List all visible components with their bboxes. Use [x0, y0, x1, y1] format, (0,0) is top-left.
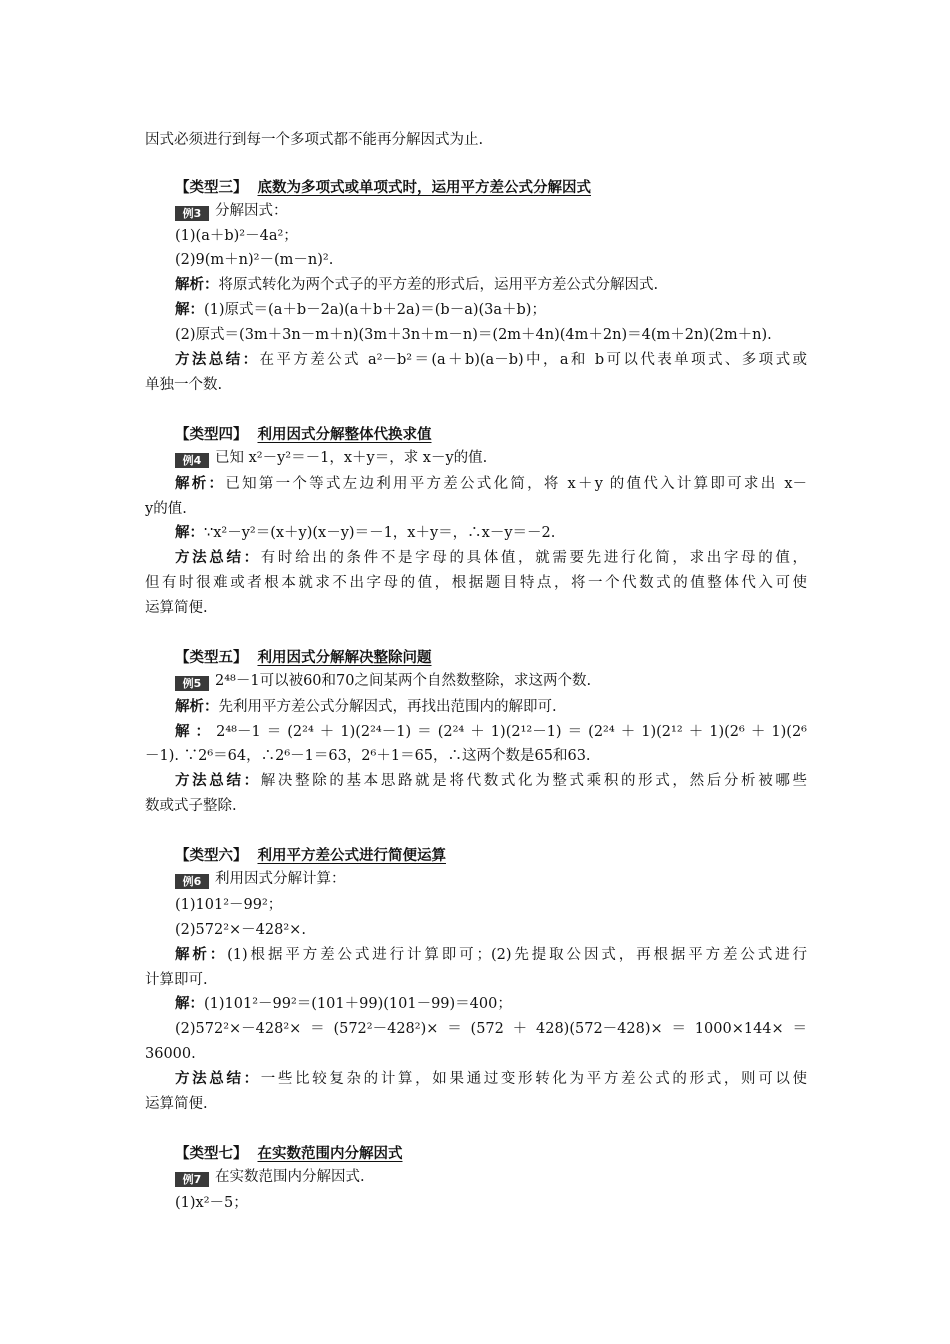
method-summary-cont: 但有时很难或者根本就求不出字母的值，根据题目特点，将一个代数式的值整体代入可使: [145, 575, 807, 591]
solution-3: 36000.: [145, 1046, 196, 1062]
section-title: 底数为多项式或单项式时，运用平方差公式分解因式: [257, 180, 591, 196]
problem-part-1: (1)101²－99²；: [175, 897, 283, 913]
example-badge-icon: 例5: [175, 676, 209, 691]
section-heading-3: [175, 178, 591, 198]
example-question: 例5 2⁴⁸－1可以被60和70之间某两个自然数整除，求这两个数.: [175, 671, 591, 691]
solution-1: 解：(1)原式＝(a＋b－2a)(a＋b＋2a)＝(b－a)(3a＋b)；: [175, 302, 546, 318]
section-heading-6: [175, 846, 446, 866]
problem-part-2: (2)572²×－428²×.: [175, 922, 306, 938]
section-title: 利用因式分解解决整除问题: [257, 650, 432, 666]
example-badge-icon: 例3: [175, 206, 209, 221]
solution-2: (2)572²×－428²×＝(572²－428²)×＝(572＋428)(572－428)×＝1000×144×＝: [175, 1021, 807, 1037]
method-summary: 方法总结：解决整除的基本思路就是将代数式化为整式乘积的形式，然后分析被哪些: [175, 773, 807, 789]
section-title: 利用因式分解整体代换求值: [257, 427, 432, 443]
method-summary-cont: 单独一个数.: [145, 377, 223, 393]
example-question: 例7 在实数范围内分解因式.: [175, 1167, 365, 1187]
section-label: 【类型三】: [175, 180, 248, 196]
example-question: 例3 分解因式：: [175, 201, 288, 221]
problem-part-1: (1)x²－5；: [175, 1195, 248, 1211]
solution-2: (2)原式＝(3m＋3n－m＋n)(3m＋3n＋m－n)＝(2m＋4n)(4m＋2n)＝4(m＋2n)(2m＋n).: [175, 327, 772, 343]
section-label: 【类型四】: [175, 427, 248, 443]
example-badge-icon: 例7: [175, 1172, 209, 1187]
example-question: 例4 已知 x²－y²＝－1，x＋y＝，求 x－y的值.: [175, 448, 487, 468]
section-label: 【类型五】: [175, 650, 248, 666]
section-heading-4: [175, 425, 432, 445]
solution-1: 解：∵x²－y²＝(x＋y)(x－y)＝－1，x＋y＝，∴x－y＝－2.: [175, 525, 556, 541]
problem-part-2: (2)9(m＋n)²－(m－n)².: [175, 252, 334, 268]
section-label: 【类型六】: [175, 848, 248, 864]
analysis-cont: 计算即可.: [145, 972, 208, 988]
section-heading-7: [175, 1144, 403, 1164]
problem-part-1: (1)(a＋b)²－4a²；: [175, 228, 298, 244]
example-badge-icon: 例4: [175, 453, 209, 468]
solution-1: 解：(1)101²－99²＝(101＋99)(101－99)＝400；: [175, 996, 512, 1012]
analysis: 解析：(1)根据平方差公式进行计算即可；(2)先提取公因式，再根据平方差公式进行: [175, 947, 807, 963]
analysis: 解析：将原式转化为两个式子的平方差的形式后，运用平方差公式分解因式.: [175, 277, 659, 293]
method-summary: 方法总结：在平方差公式 a²－b²＝(a＋b)(a－b)中，a和 b可以代表单项式、多项式或: [175, 352, 807, 368]
intro-text: 因式必须进行到每一个多项式都不能再分解因式为止.: [145, 132, 484, 148]
solution-1: 解：2⁴⁸－1＝(2²⁴＋1)(2²⁴－1)＝(2²⁴＋1)(2¹²－1)＝(2²⁴＋1)(2¹²＋1)(2⁶＋1)(2⁶: [175, 724, 807, 740]
solution-2: －1). ∵2⁶＝64，∴2⁶－1＝63，2⁶＋1＝65，∴这两个数是65和63.: [145, 748, 591, 764]
method-summary-cont: 运算简便.: [145, 600, 208, 616]
analysis: 解析：已知第一个等式左边利用平方差公式化简，将 x＋y 的值代入计算即可求出 x－: [175, 476, 808, 492]
section-heading-5: [175, 648, 432, 668]
analysis-cont: y的值.: [145, 501, 187, 517]
example-badge-icon: 例6: [175, 874, 209, 889]
method-summary-cont: 数或式子整除.: [145, 798, 237, 814]
section-label: 【类型七】: [175, 1146, 248, 1162]
example-question: 例6 利用因式分解计算：: [175, 869, 346, 889]
method-summary: 方法总结：一些比较复杂的计算，如果通过变形转化为平方差公式的形式，则可以使: [175, 1071, 807, 1087]
section-title: 在实数范围内分解因式: [257, 1146, 403, 1162]
section-title: 利用平方差公式进行简便运算: [257, 848, 446, 864]
method-summary-cont: 运算简便.: [145, 1096, 208, 1112]
method-summary: 方法总结：有时给出的条件不是字母的具体值，就需要先进行化简，求出字母的值，: [175, 550, 807, 566]
analysis: 解析：先利用平方差公式分解因式，再找出范围内的解即可.: [175, 699, 557, 715]
